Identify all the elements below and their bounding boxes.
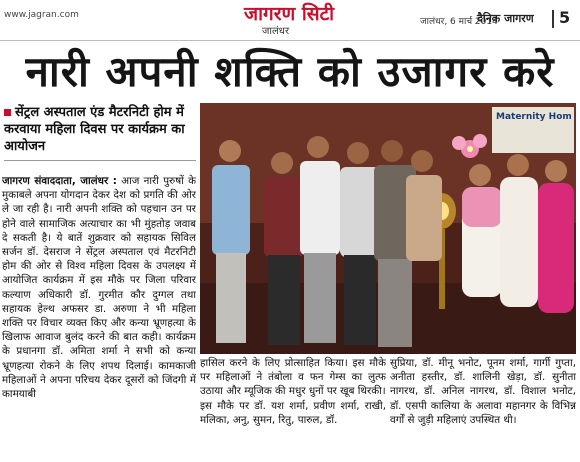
- page-divider: [552, 10, 554, 28]
- subhead-rule: [4, 160, 196, 161]
- masthead: [0, 0, 580, 41]
- newspaper-brand: दैनिक जागरण: [477, 12, 534, 25]
- body-column-1: [2, 174, 196, 459]
- edition-date: जालंधर, 6 मार्च 2014: [420, 17, 498, 27]
- bullet-square-icon: [4, 109, 11, 116]
- subhead-text: सेंट्रल अस्पताल एंड मैटरनिटी होम में करवाया महिला दिवस पर कार्यक्रम का आयोजन: [4, 105, 185, 154]
- article-subhead: [4, 104, 196, 155]
- event-photo: [200, 103, 576, 354]
- body-column-3: [390, 356, 576, 460]
- body-column-2: [200, 356, 386, 460]
- dateline: जागरण संवाददाता, जालंधर :: [2, 175, 117, 187]
- edition-city: जालंधर: [262, 26, 290, 37]
- newspaper-logo: जागरण सिटी: [244, 3, 335, 25]
- event-photo-illustration: [200, 103, 576, 354]
- body-column-3-text: सुप्रिया, डॉ. मीनू भनोट, पूनम शर्मा, गार्गी गुप्ता, अनीता हस्तीर, डॉ. शालिनी खेड़ा, डॉ. सुनीता नागरथ, डॉ. अनिल नागरथ, डॉ. विशाल भनोट, डॉ. एसपी कालिया के अलावा महानगर के विभिन्न वर्गों से जुड़ी महिलाएं उपस्थित थी।: [390, 357, 576, 426]
- article-headline: नारी अपनी शक्ति को उजागर करे: [25, 47, 555, 96]
- body-column-2-paragraph-2: इस मौके पर डॉ. यश शर्मा, प्रवीण शर्मा, राखी, मलिका, अनु, सुमन, रितु, पारुल, डॉ.: [200, 399, 386, 426]
- body-column-1-text: आज नारी पुरुषों के मुकाबले अपना योगदान देकर देश को प्रगति की ओर ले जा रही है। नारी अपनी शक्ति को पहचान उन पर होने वाले सामाजिक अत्याचार का भी मुंहतोड़ जवाब दे सकती है। ये बातें शुक्रवार को सहायक सिविल सर्जन डॉ. देसराज ने सेंट्रल अस्पताल एवं मैटरनिटी होम की ओर से विश्व महिला दिवस के उपलक्ष्य में आयोजित कार्यक्रम में इस मौके पर जिला परिवार कल्याण अधिकारी डॉ. गुरमीत कौर दुग्गल तथा सहायक हेल्थ अफसर डा. अरुणा ने भी महिला शक्ति पर विचार व्यक्त किए और कन्या भ्रूणहत्या के खिलाफ आवाज बुलंद करने की बात कही। कार्यक्रम के प्रधानगा डॉ. अमिता शर्मा ने सभी को कन्या भ्रूणहत्या रोकने के लिए शपथ दिलाई। कामकाजी महिलाओं ने अपना परिचय देकर दूसरों को जिंदगी में कामयाबी: [2, 175, 196, 401]
- masthead-url: www.jagran.com: [4, 10, 79, 20]
- page-number: 5: [559, 8, 571, 27]
- body-column-2-paragraph-1: हासिल करने के लिए प्रोत्साहित किया। इस मौके पर महिलाओं ने तंबोला व फन गेम्स का लुत्फ उठाया और म्यूजिक की मधुर धुनों पर खूब थिरकी।: [200, 357, 386, 398]
- photo-banner-text: Maternity Hom: [496, 112, 572, 122]
